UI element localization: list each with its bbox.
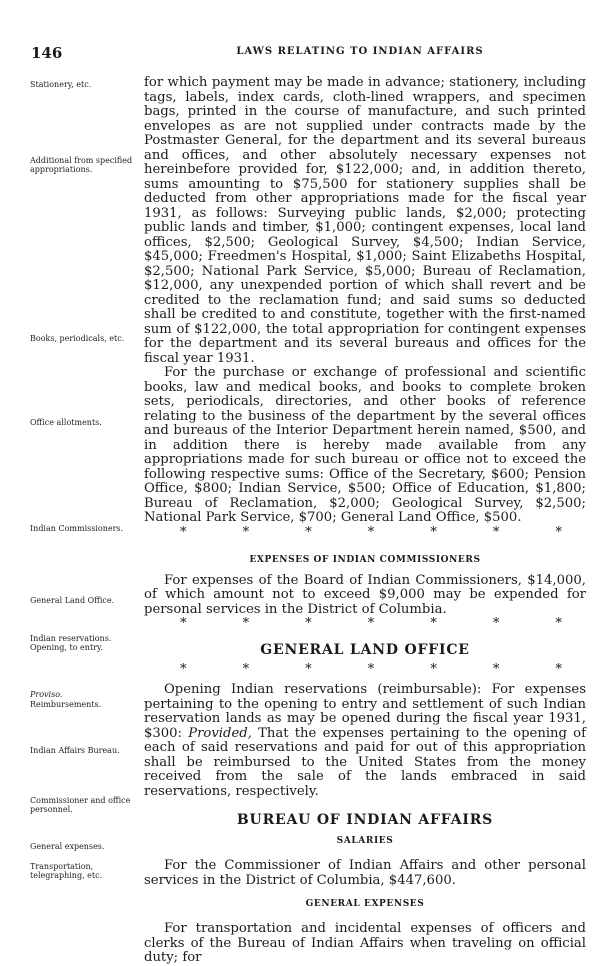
margin-note-commissioner: Commissioner and office personnel. bbox=[30, 796, 131, 814]
star: * bbox=[305, 616, 312, 631]
star: * bbox=[180, 616, 187, 631]
star: * bbox=[430, 662, 437, 677]
star: * bbox=[180, 662, 187, 677]
star: * bbox=[555, 662, 562, 677]
star: * bbox=[180, 524, 187, 540]
star: * bbox=[242, 524, 250, 540]
paragraph-indian-reservations bbox=[144, 683, 586, 799]
star: * bbox=[430, 524, 437, 540]
paragraph-salaries: For the Commissioner of Indian Affairs and other personal services in the District of Columbia, $447,600. bbox=[144, 858, 586, 888]
margin-note-reimbursements: Reimbursements. bbox=[30, 700, 102, 709]
reservations-intro: Opening Indian reservations (reimbursable): For expenses pertaining to the opening to entry and settlement of such Indian reservation lands as may be opened during the fiscal year 1931, $300: bbox=[144, 682, 586, 741]
star: * bbox=[492, 616, 500, 631]
margin-note-additional: Additional from specified appropriations. bbox=[30, 156, 133, 174]
page-number: 146 bbox=[31, 44, 63, 62]
running-title: LAWS RELATING TO INDIAN AFFAIRS bbox=[236, 46, 484, 57]
heading-general-expenses: GENERAL EXPENSES bbox=[305, 899, 425, 909]
heading-general-land-office: GENERAL LAND OFFICE bbox=[260, 642, 470, 658]
star: * bbox=[492, 524, 500, 540]
paragraph-stationery: for which payment may be made in advance; stationery, including tags, labels, index cards, cloth-lined wrappers, and specimen bags, printed in the course of manufacture, and such printed envelopes as are not supplied under contracts made by the Postmaster General, for the department and its several bureaus and offices, and other absolutely necessary expenses not hereinbefore provided for, $122,000; and, in addition thereto, sums amounting to $75,500 for stationery supplies shall be deducted from other appropriations made for the fiscal year 1931, as follows: Surveying public lands, $2,000; protecting public lands and timber, $1,000; contingent expenses, local land offices, $2,500; Geological Survey, $4,500; Indian Service, $45,000; Freedmen's Hospital, $1,000; Saint Elizabeths Hospital, $2,500; National Park Service, $5,000; Bureau of Reclamation, $12,000, any unexpended portion of which shall revert and be credited to the reclamation fund; and said sums so deducted shall be credited to and constitute, together with the first-named sum of $122,000, the total appropriation for contingent expenses for the department and its several bureaus and offices for the fiscal year 1931. bbox=[144, 75, 586, 366]
paragraph-books: For the purchase or exchange of professional and scientific books, law and medical books, and books to complete broken sets, periodicals, directories, and other books of reference relating to the business of the department by the several offices and bureaus of the Interior Department herein named, $500, and in addition there is hereby made available from any appropriations made for such bureau or office not to exceed the following respective sums: Office of the Secretary, $600; Pension Office, $800; Indian Service, $500; Office of Education, $1,800; Bureau of Reclamation, $2,000; Geological Survey, $2,500; National Park Service, $700; General Land Office, $500. bbox=[144, 365, 586, 525]
star: * bbox=[367, 524, 375, 540]
main-text-column bbox=[144, 76, 586, 966]
star: * bbox=[242, 662, 250, 677]
star: * bbox=[492, 662, 500, 677]
margin-note-transportation: Transportation, telegraphing, etc. bbox=[30, 862, 103, 880]
margin-note-indian-reservations: Indian reservations. Opening, to entry. bbox=[30, 634, 112, 652]
reservations-proviso-text: That the expenses pertaining to the opening of each of said reservations and paid for out of this appropriation shall be reimbursed to the United States from the money received from the sale of the lands embraced in said reservations, respectively. bbox=[144, 725, 586, 799]
ellipsis-stars-1 bbox=[144, 526, 586, 540]
heading-salaries: SALARIES bbox=[336, 836, 394, 846]
star: * bbox=[430, 616, 437, 631]
star: * bbox=[305, 524, 312, 540]
star: * bbox=[367, 616, 375, 631]
proviso-word: Provided, bbox=[188, 725, 252, 741]
paragraph-transportation: For transportation and incidental expenses of officers and clerks of the Bureau of Indian Affairs when traveling on official duty; for bbox=[144, 921, 586, 965]
margin-note-indian-affairs-bureau: Indian Affairs Bureau. bbox=[30, 746, 120, 755]
ellipsis-stars-2 bbox=[144, 617, 586, 631]
star: * bbox=[367, 662, 375, 677]
ellipsis-stars-3 bbox=[144, 663, 586, 677]
paragraph-commissioners: For expenses of the Board of Indian Commissioners, $14,000, of which amount not to exceed $9,000 may be expended for personal services in the District of Columbia. bbox=[144, 572, 586, 617]
star: * bbox=[242, 616, 250, 631]
star: * bbox=[305, 662, 312, 677]
margin-note-office-allotments: Office allotments. bbox=[30, 418, 102, 427]
heading-indian-commissioners: EXPENSES OF INDIAN COMMISSIONERS bbox=[249, 554, 481, 565]
margin-note-general-land-office: General Land Office. bbox=[30, 596, 115, 605]
heading-bureau-indian-affairs: BUREAU OF INDIAN AFFAIRS bbox=[236, 812, 494, 828]
margin-note-indian-commissioners: Indian Commissioners. bbox=[30, 524, 124, 533]
margin-note-general-expenses: General expenses. bbox=[30, 842, 105, 851]
margin-note-books: Books, periodicals, etc. bbox=[30, 334, 125, 343]
margin-note-proviso: Proviso. bbox=[30, 690, 63, 699]
margin-note-stationery: Stationery, etc. bbox=[30, 80, 92, 89]
star: * bbox=[555, 524, 562, 540]
star: * bbox=[555, 616, 562, 631]
